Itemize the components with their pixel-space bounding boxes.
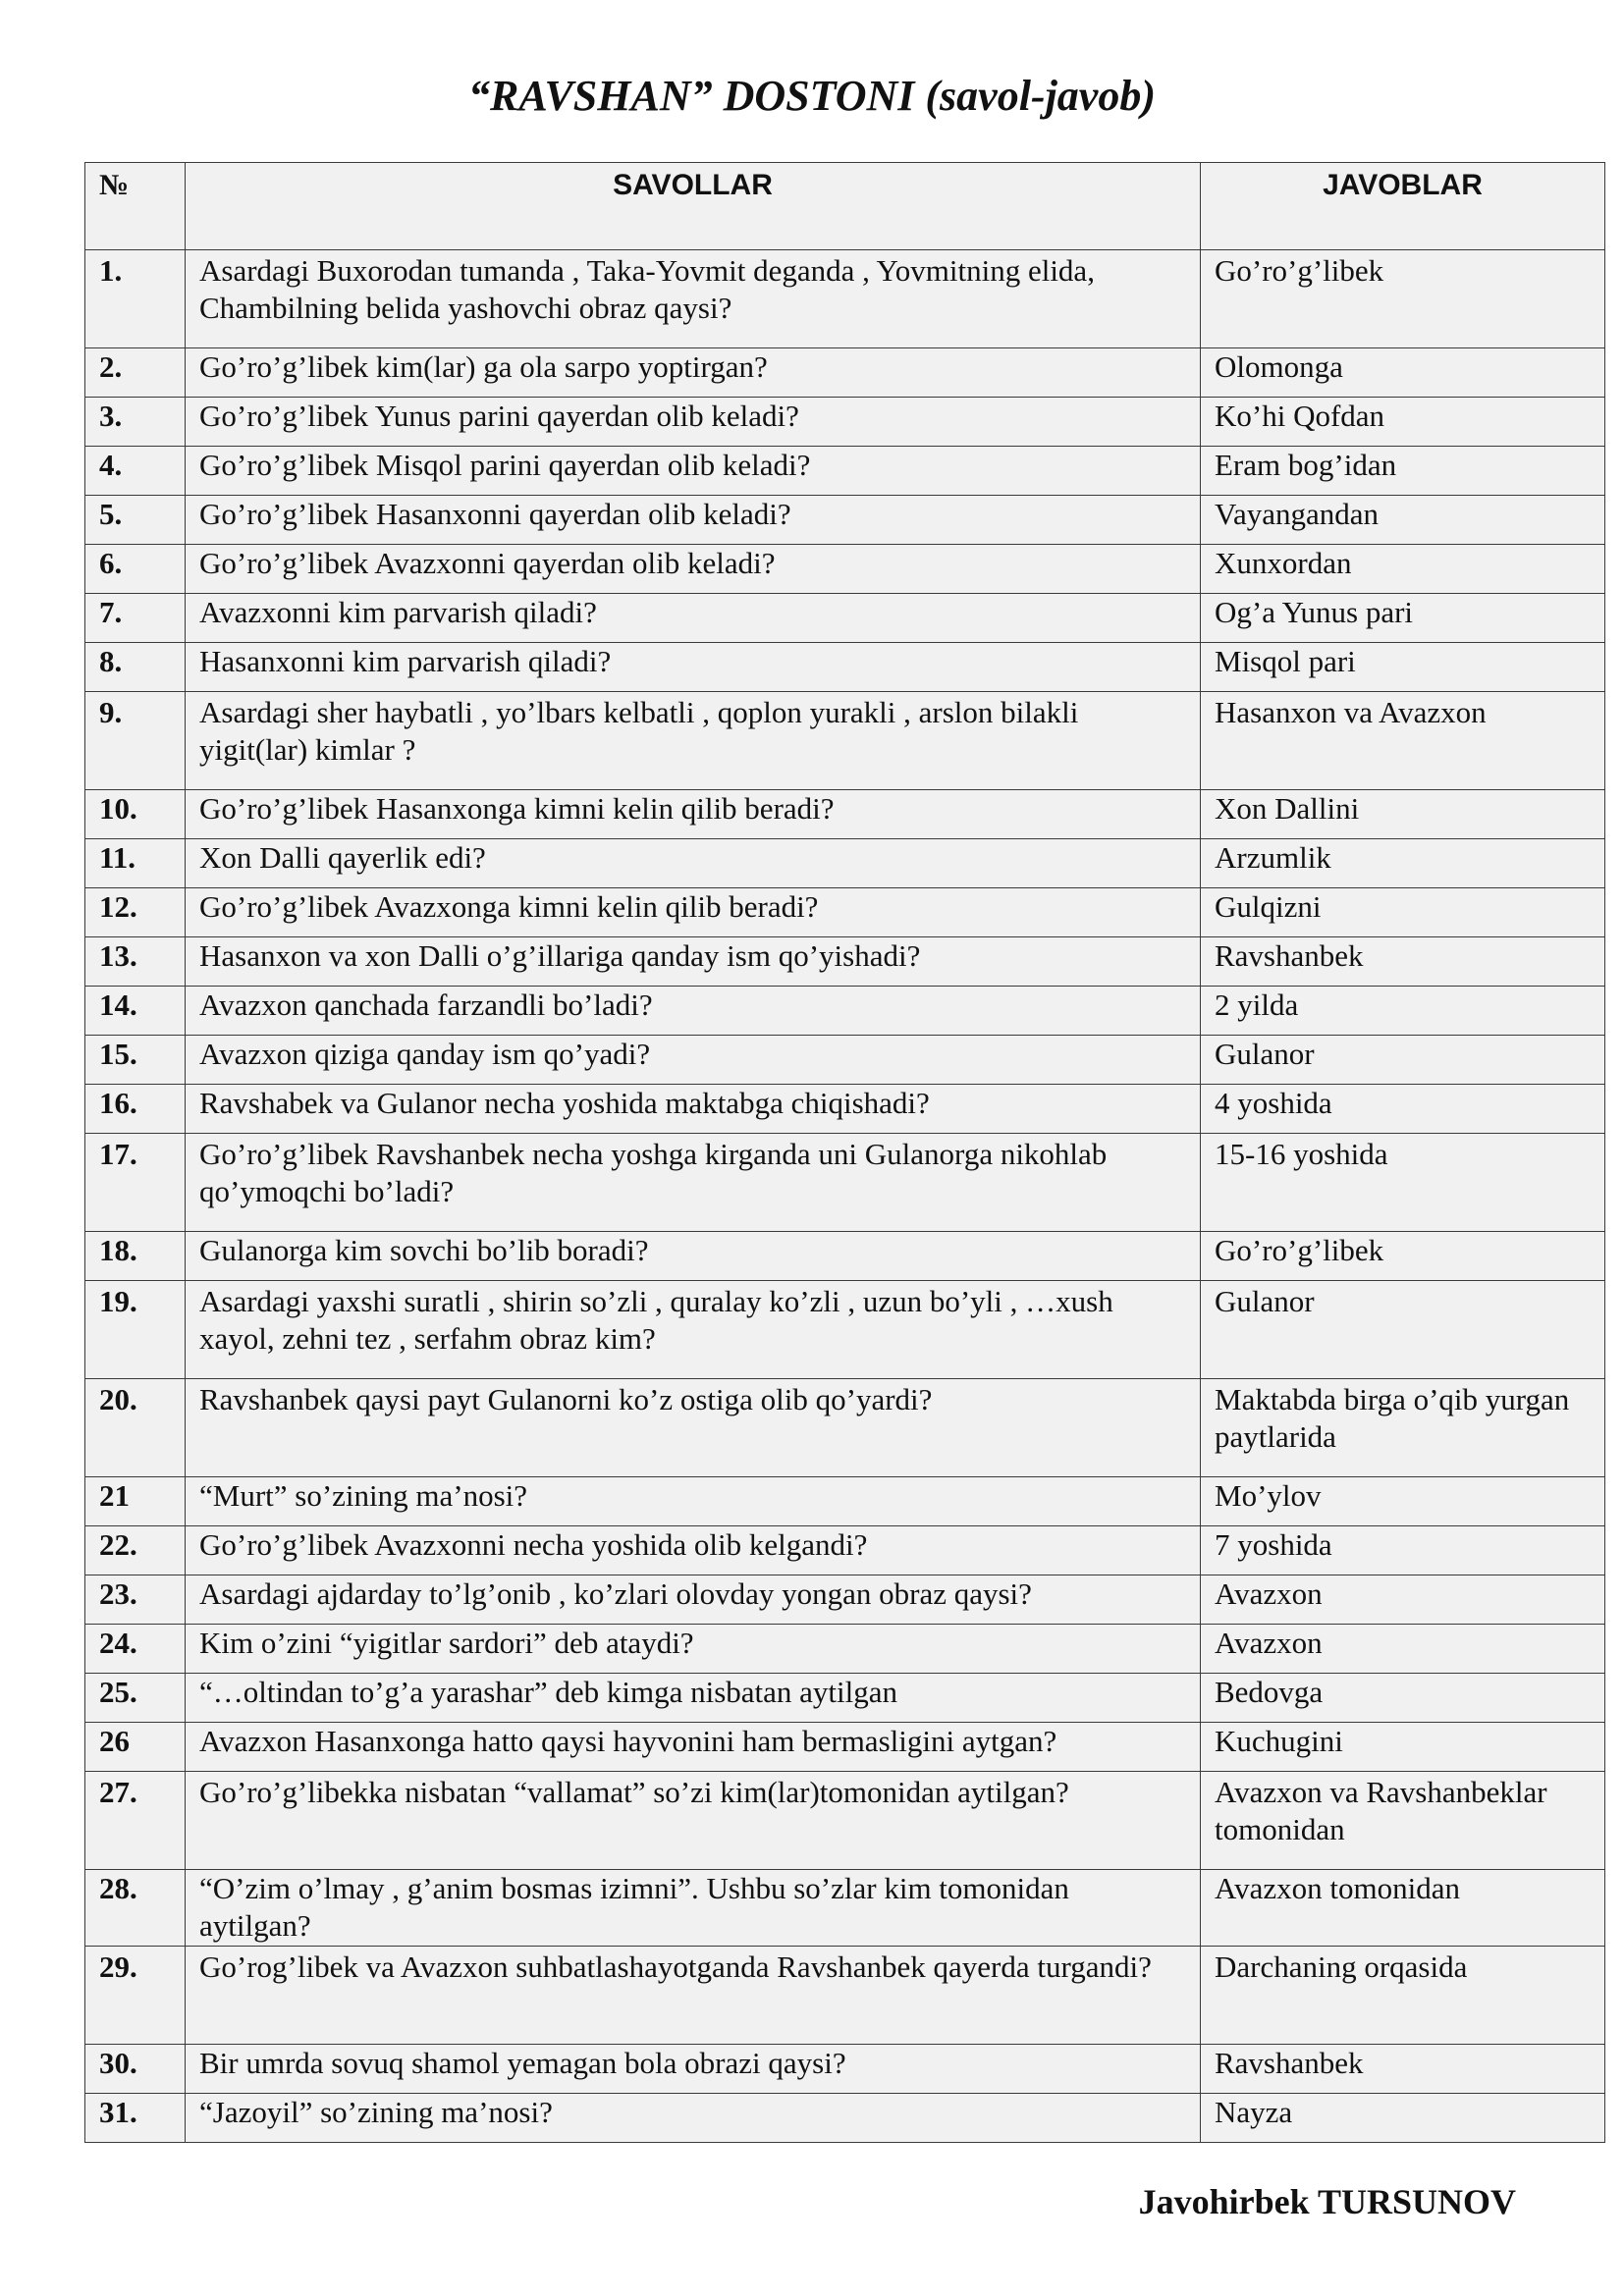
table-row <box>85 545 1605 594</box>
question-cell: Avazxonni kim parvarish qiladi? <box>186 594 1201 643</box>
row-number: 15. <box>85 1036 186 1085</box>
question-cell: Go’ro’g’libek Hasanxonga kimni kelin qilib beradi? <box>186 790 1201 839</box>
question-cell: Avazxon qiziga qanday ism qo’yadi? <box>186 1036 1201 1085</box>
row-number: 27. <box>85 1772 186 1870</box>
question-cell: Hasanxon va xon Dalli o’g’illariga qanday ism qo’yishadi? <box>186 937 1201 987</box>
question-cell: Go’ro’g’libek kim(lar) ga ola sarpo yoptirgan? <box>186 348 1201 398</box>
table-row <box>85 692 1605 790</box>
table-row <box>85 1379 1605 1477</box>
table-row <box>85 1477 1605 1526</box>
row-number: 14. <box>85 987 186 1036</box>
question-cell: Go’rog’libek va Avazxon suhbatlashayotganda Ravshanbek qayerda turgandi? <box>186 1947 1201 2045</box>
row-number: 26 <box>85 1723 186 1772</box>
row-number: 16. <box>85 1085 186 1134</box>
row-number: 12. <box>85 888 186 937</box>
question-cell: Avazxon Hasanxonga hatto qaysi hayvonini ham bermasligini aytgan? <box>186 1723 1201 1772</box>
header-questions: SAVOLLAR <box>186 163 1201 250</box>
table-row <box>85 1625 1605 1674</box>
answer-cell: Maktabda birga o’qib yurgan paytlarida <box>1201 1379 1605 1477</box>
table-row <box>85 2094 1605 2143</box>
table-row <box>85 1772 1605 1870</box>
row-number: 1. <box>85 250 186 348</box>
answer-cell: Xon Dallini <box>1201 790 1605 839</box>
question-cell: Xon Dalli qayerlik edi? <box>186 839 1201 888</box>
table-row <box>85 348 1605 398</box>
table-row <box>85 447 1605 496</box>
question-cell: “Jazoyil” so’zining ma’nosi? <box>186 2094 1201 2143</box>
answer-cell: Mo’ylov <box>1201 1477 1605 1526</box>
question-cell: Ravshabek va Gulanor necha yoshida maktabga chiqishadi? <box>186 1085 1201 1134</box>
row-number: 13. <box>85 937 186 987</box>
row-number: 9. <box>85 692 186 790</box>
row-number: 10. <box>85 790 186 839</box>
row-number: 29. <box>85 1947 186 2045</box>
table-row <box>85 1085 1605 1134</box>
table-row <box>85 1232 1605 1281</box>
table-row <box>85 839 1605 888</box>
question-cell: Asardagi yaxshi suratli , shirin so’zli , quralay ko’zli , uzun bo’yli , …xush xayol, zehni tez , serfahm obraz kim? <box>186 1281 1201 1379</box>
answer-cell: Ravshanbek <box>1201 937 1605 987</box>
question-cell: Go’ro’g’libek Avazxonni qayerdan olib keladi? <box>186 545 1201 594</box>
row-number: 28. <box>85 1870 186 1947</box>
table-row <box>85 1036 1605 1085</box>
row-number: 22. <box>85 1526 186 1575</box>
answer-cell: Misqol pari <box>1201 643 1605 692</box>
row-number: 30. <box>85 2045 186 2094</box>
row-number: 19. <box>85 1281 186 1379</box>
answer-cell: Gulqizni <box>1201 888 1605 937</box>
question-cell: “O’zim o’lmay , g’anim bosmas izimni”. Ushbu so’zlar kim tomonidan aytilgan? <box>186 1870 1201 1947</box>
answer-cell: Ravshanbek <box>1201 2045 1605 2094</box>
row-number: 8. <box>85 643 186 692</box>
row-number: 3. <box>85 398 186 447</box>
answer-cell: 7 yoshida <box>1201 1526 1605 1575</box>
question-cell: Avazxon qanchada farzandli bo’ladi? <box>186 987 1201 1036</box>
table-header-row <box>85 163 1605 250</box>
row-number: 20. <box>85 1379 186 1477</box>
table-row <box>85 1575 1605 1625</box>
row-number: 6. <box>85 545 186 594</box>
row-number: 31. <box>85 2094 186 2143</box>
answer-cell: Bedovga <box>1201 1674 1605 1723</box>
question-cell: Bir umrda sovuq shamol yemagan bola obrazi qaysi? <box>186 2045 1201 2094</box>
answer-cell: Avazxon va Ravshanbeklar tomonidan <box>1201 1772 1605 1870</box>
header-number: № <box>85 163 186 250</box>
question-cell: Ravshanbek qaysi payt Gulanorni ko’z ostiga olib qo’yardi? <box>186 1379 1201 1477</box>
table-row <box>85 1947 1605 2045</box>
table-row <box>85 594 1605 643</box>
table-row <box>85 987 1605 1036</box>
row-number: 11. <box>85 839 186 888</box>
header-answers: JAVOBLAR <box>1201 163 1605 250</box>
answer-cell: Olomonga <box>1201 348 1605 398</box>
table-row <box>85 1134 1605 1232</box>
question-cell: Asardagi ajdarday to’lg’onib , ko’zlari olovday yongan obraz qaysi? <box>186 1575 1201 1625</box>
table-row <box>85 2045 1605 2094</box>
answer-cell: Go’ro’g’libek <box>1201 1232 1605 1281</box>
row-number: 7. <box>85 594 186 643</box>
question-cell: “Murt” so’zining ma’nosi? <box>186 1477 1201 1526</box>
answer-cell: 4 yoshida <box>1201 1085 1605 1134</box>
row-number: 17. <box>85 1134 186 1232</box>
row-number: 25. <box>85 1674 186 1723</box>
table-row <box>85 1723 1605 1772</box>
row-number: 21 <box>85 1477 186 1526</box>
question-cell: “…oltindan to’g’a yarashar” deb kimga nisbatan aytilgan <box>186 1674 1201 1723</box>
answer-cell: Go’ro’g’libek <box>1201 250 1605 348</box>
answer-cell: Avazxon <box>1201 1625 1605 1674</box>
question-cell: Go’ro’g’libek Ravshanbek necha yoshga kirganda uni Gulanorga nikohlab qo’ymoqchi bo’ladi? <box>186 1134 1201 1232</box>
answer-cell: Gulanor <box>1201 1281 1605 1379</box>
answer-cell: Avazxon tomonidan <box>1201 1870 1605 1947</box>
table-row <box>85 1674 1605 1723</box>
answer-cell: Arzumlik <box>1201 839 1605 888</box>
row-number: 5. <box>85 496 186 545</box>
answer-cell: Og’a Yunus pari <box>1201 594 1605 643</box>
answer-cell: Vayangandan <box>1201 496 1605 545</box>
row-number: 18. <box>85 1232 186 1281</box>
answer-cell: Kuchugini <box>1201 1723 1605 1772</box>
answer-cell: Darchaning orqasida <box>1201 1947 1605 2045</box>
answer-cell: Hasanxon va Avazxon <box>1201 692 1605 790</box>
document-title: “RAVSHAN” DOSTONI (savol-javob) <box>468 72 1156 120</box>
table-row <box>85 1281 1605 1379</box>
answer-cell: Nayza <box>1201 2094 1605 2143</box>
answer-cell: 15-16 yoshida <box>1201 1134 1605 1232</box>
answer-cell: Eram bog’idan <box>1201 447 1605 496</box>
question-cell: Gulanorga kim sovchi bo’lib boradi? <box>186 1232 1201 1281</box>
row-number: 24. <box>85 1625 186 1674</box>
question-cell: Hasanxonni kim parvarish qiladi? <box>186 643 1201 692</box>
qa-table-body <box>85 250 1605 2143</box>
table-row <box>85 1526 1605 1575</box>
qa-table <box>84 162 1605 2143</box>
answer-cell: Avazxon <box>1201 1575 1605 1625</box>
table-row <box>85 398 1605 447</box>
question-cell: Go’ro’g’libekka nisbatan “vallamat” so’zi kim(lar)tomonidan aytilgan? <box>186 1772 1201 1870</box>
question-cell: Asardagi Buxorodan tumanda , Taka-Yovmit deganda , Yovmitning elida, Chambilning belida yashovchi obraz qaysi? <box>186 250 1201 348</box>
table-row <box>85 496 1605 545</box>
row-number: 23. <box>85 1575 186 1625</box>
question-cell: Go’ro’g’libek Misqol parini qayerdan olib keladi? <box>186 447 1201 496</box>
table-row <box>85 790 1605 839</box>
author-signature: Javohirbek TURSUNOV <box>1138 2182 1516 2221</box>
row-number: 4. <box>85 447 186 496</box>
table-row <box>85 888 1605 937</box>
row-number: 2. <box>85 348 186 398</box>
table-row <box>85 643 1605 692</box>
answer-cell: 2 yilda <box>1201 987 1605 1036</box>
question-cell: Go’ro’g’libek Avazxonga kimni kelin qilib beradi? <box>186 888 1201 937</box>
question-cell: Go’ro’g’libek Yunus parini qayerdan olib keladi? <box>186 398 1201 447</box>
table-row <box>85 1870 1605 1947</box>
answer-cell: Gulanor <box>1201 1036 1605 1085</box>
question-cell: Asardagi sher haybatli , yo’lbars kelbatli , qoplon yurakli , arslon bilakli yigit(lar) kimlar ? <box>186 692 1201 790</box>
question-cell: Go’ro’g’libek Hasanxonni qayerdan olib keladi? <box>186 496 1201 545</box>
table-row <box>85 937 1605 987</box>
answer-cell: Ko’hi Qofdan <box>1201 398 1605 447</box>
answer-cell: Xunxordan <box>1201 545 1605 594</box>
question-cell: Kim o’zini “yigitlar sardori” deb ataydi? <box>186 1625 1201 1674</box>
table-row <box>85 250 1605 348</box>
question-cell: Go’ro’g’libek Avazxonni necha yoshida olib kelgandi? <box>186 1526 1201 1575</box>
